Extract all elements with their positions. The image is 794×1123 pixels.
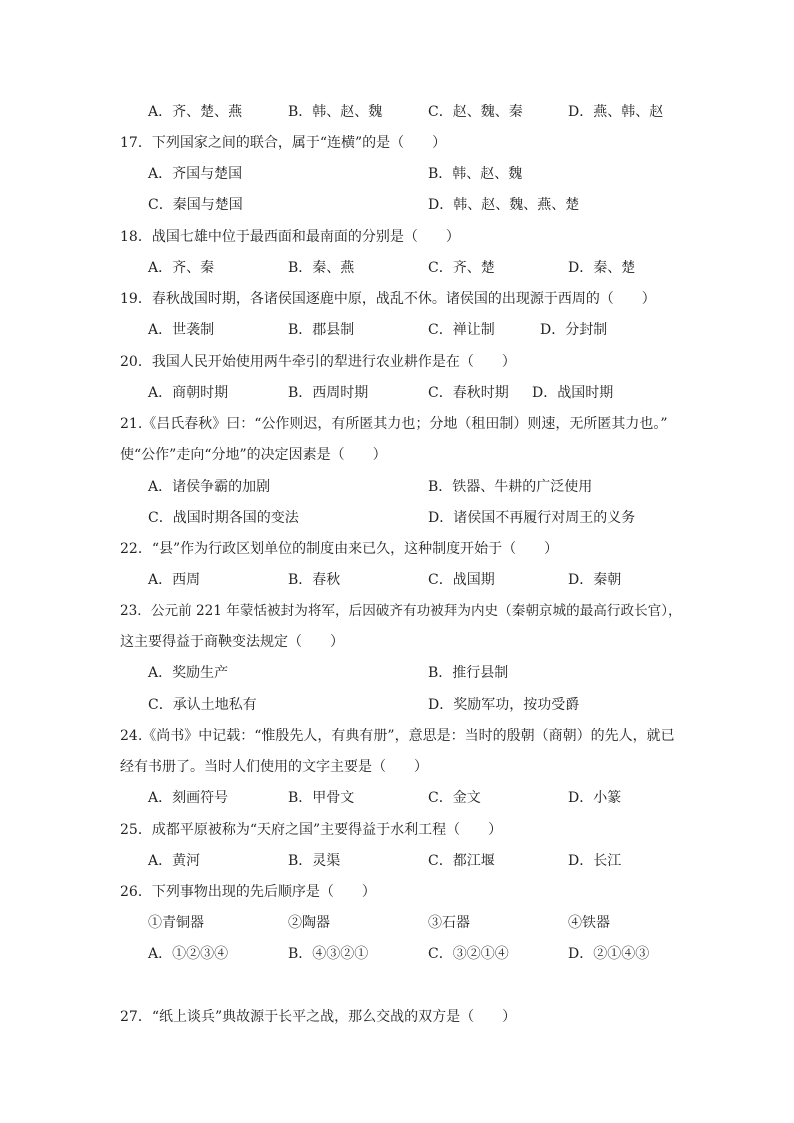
q18-option-c: C．齐、楚 <box>428 260 495 276</box>
q25-option-c: C．都江堰 <box>428 853 495 869</box>
q21-option-d: D．诸侯国不再履行对周王的义务 <box>428 510 636 526</box>
q19-option-a: A．世袭制 <box>148 322 215 338</box>
q20-stem: 20．我国人民开始使用两牛牵引的犁进行农业耕作是在（ ） <box>120 354 516 370</box>
q27-stem: 27．“纸上谈兵”典故源于长平之战，那么交战的双方是（ ） <box>120 1009 517 1025</box>
q17-stem: 17．下列国家之间的联合，属于“连横”的是（ ） <box>120 135 447 151</box>
q17-option-a: A．齐国与楚国 <box>148 166 243 182</box>
q23-stem-line2: 这主要得益于商鞅变法规定（ ） <box>120 634 344 650</box>
q21-option-c: C．战国时期各国的变法 <box>148 510 299 526</box>
q26-item-3: ③石器 <box>428 915 470 931</box>
q23-option-b: B．推行县制 <box>428 665 509 681</box>
q20-option-d: D．战国时期 <box>532 385 614 401</box>
q16-option-b: B．韩、赵、魏 <box>288 104 383 120</box>
q16-option-a: A．齐、楚、燕 <box>148 104 243 120</box>
q26-option-d: D．②①④③ <box>568 946 650 962</box>
q16-option-d: D．燕、韩、赵 <box>568 104 664 120</box>
q20-option-c: C．春秋时期 <box>428 385 509 401</box>
q22-option-a: A．西周 <box>148 572 201 588</box>
q24-option-a: A．刻画符号 <box>148 790 229 806</box>
q23-stem-line1: 23．公元前 221 年蒙恬被封为将军，后因破齐有功被拜为内史（秦朝京城的最高行政长官）， <box>120 603 682 619</box>
q26-stem: 26．下列事物出现的先后顺序是（ ） <box>120 884 376 900</box>
q18-option-d: D．秦、楚 <box>568 260 636 276</box>
q21-option-b: B．铁器、牛耕的广泛使用 <box>428 479 593 495</box>
q26-item-1: ①青铜器 <box>148 915 204 931</box>
q25-option-b: B．灵渠 <box>288 853 341 869</box>
q24-option-c: C．金文 <box>428 790 481 806</box>
q23-option-c: C．承认土地私有 <box>148 697 257 713</box>
q25-stem: 25．成都平原被称为“天府之国”主要得益于水利工程（ ） <box>120 822 503 838</box>
q22-option-c: C．战国期 <box>428 572 495 588</box>
q22-option-b: B．春秋 <box>288 572 341 588</box>
q17-option-c: C．秦国与楚国 <box>148 197 243 213</box>
q22-option-d: D．秦朝 <box>568 572 622 588</box>
q19-option-c: C．禅让制 <box>428 322 495 338</box>
q26-option-b: B．④③②① <box>288 946 369 962</box>
q17-option-b: B．韩、赵、魏 <box>428 166 523 182</box>
q18-stem: 18．战国七雄中位于最西面和最南面的分别是（ ） <box>120 229 460 245</box>
q21-option-a: A．诸侯争霸的加剧 <box>148 479 271 495</box>
q26-option-a: A．①②③④ <box>148 946 229 962</box>
q19-option-d: D．分封制 <box>540 322 608 338</box>
q19-stem: 19．春秋战国时期，各诸侯国逐鹿中原，战乱不休。诸侯国的出现源于西周的（ ） <box>120 291 656 307</box>
q21-stem-line1: 21.《吕氏春秋》曰：“公作则迟，有所匿其力也；分地（租田制）则速，无所匿其力也。” <box>120 416 668 432</box>
q17-option-d: D．韩、赵、魏、燕、楚 <box>428 197 580 213</box>
q22-stem: 22．“县”作为行政区划单位的制度由来已久，这种制度开始于（ ） <box>120 541 559 557</box>
q24-option-b: B．甲骨文 <box>288 790 355 806</box>
q24-option-d: D．小篆 <box>568 790 622 806</box>
q16-option-c: C．赵、魏、秦 <box>428 104 523 120</box>
q23-option-d: D．奖励军功，按功受爵 <box>428 697 580 713</box>
q25-option-a: A．黄河 <box>148 853 201 869</box>
q24-stem-line1: 24.《尚书》中记载：“惟殷先人，有典有册”，意思是：当时的殷朝（商朝）的先人，就已 <box>120 728 675 744</box>
q18-option-b: B．秦、燕 <box>288 260 355 276</box>
q25-option-d: D．长江 <box>568 853 622 869</box>
q21-stem-line2: 使“公作”走向“分地”的决定因素是（ ） <box>120 447 387 463</box>
q24-stem-line2: 经有书册了。当时人们使用的文字主要是（ ） <box>120 759 428 775</box>
q23-option-a: A．奖励生产 <box>148 665 229 681</box>
q26-item-4: ④铁器 <box>568 915 610 931</box>
q26-option-c: C．③②①④ <box>428 946 509 962</box>
q20-option-b: B．西周时期 <box>288 385 369 401</box>
q18-option-a: A．齐、秦 <box>148 260 215 276</box>
q20-option-a: A．商朝时期 <box>148 385 229 401</box>
q26-item-2: ②陶器 <box>288 915 330 931</box>
q19-option-b: B．郡县制 <box>288 322 355 338</box>
